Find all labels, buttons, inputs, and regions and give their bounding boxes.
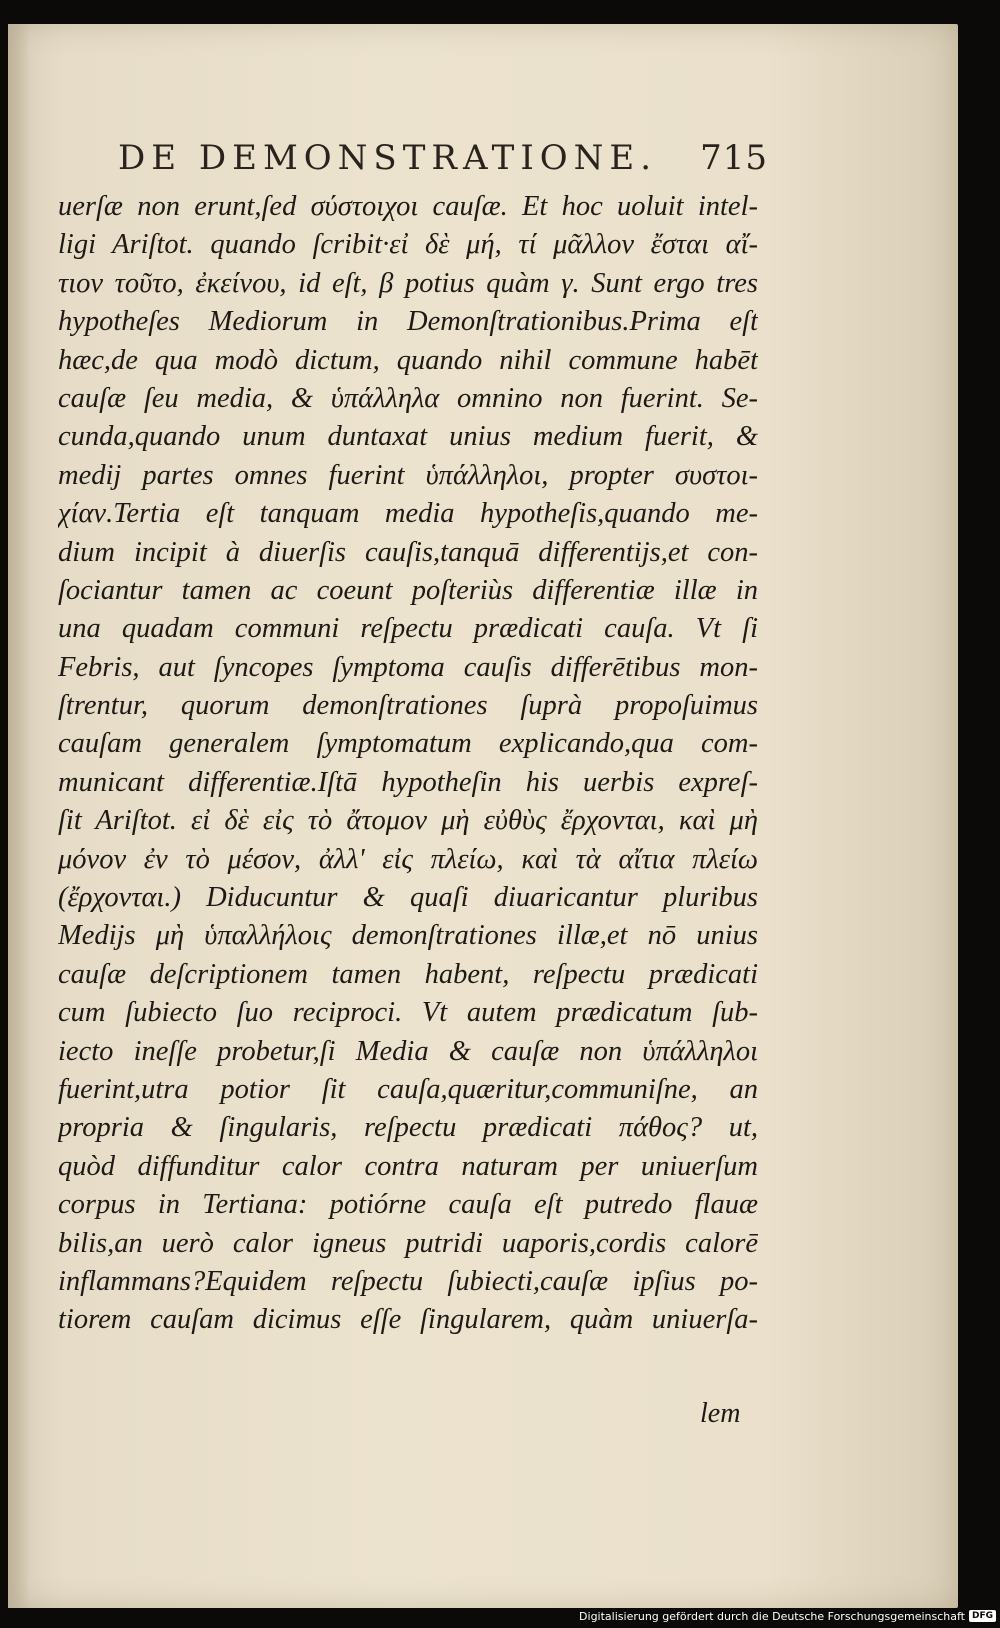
text-line: quòd diffunditur calor contra naturam per uniuerſum (58, 1150, 758, 1182)
text-line: τιον τοῦτο, ἐκείνου, id eſt, β potius quàm γ. Sunt ergo tres (58, 267, 758, 299)
text-line: tiorem cauſam dicimus eſſe ſingularem, quàm uniuerſa- (58, 1304, 758, 1336)
body-text (58, 188, 758, 1340)
text-line: ſit Ariſtot. εἰ δὲ εἰς τὸ ἄτομον μὴ εὐθὺς ἔρχονται, καὶ μὴ (58, 805, 758, 837)
text-line: propria & ſingularis, reſpectu prædicati πάθος? ut, (58, 1112, 758, 1144)
text-line: ſtrentur, quorum demonſtrationes ſuprà propoſuimus (58, 690, 758, 722)
page-gutter-shadow (8, 24, 30, 1608)
text-line: Medijs μὴ ὑπαλλήλοις demonſtrationes illæ,et nō unius (58, 920, 758, 952)
text-line: Febris, aut ſyncopes ſymptoma cauſis differētibus mon- (58, 651, 758, 683)
digitization-footer (579, 1606, 996, 1626)
text-line: hypotheſes Mediorum in Demonſtrationibus.Prima eſt (58, 306, 758, 338)
text-line: iecto ineſſe probetur,ſi Media & cauſæ non ὑπάλληλοι (58, 1035, 758, 1067)
text-line: cunda,quando unum duntaxat unius medium fuerit, & (58, 421, 758, 453)
text-line: municant differentiæ.Iſtā hypotheſin his uerbis expreſ- (58, 766, 758, 798)
running-head (118, 138, 768, 178)
text-line: cum ſubiecto ſuo reciproci. Vt autem prædicatum ſub- (58, 997, 758, 1029)
text-line: fuerint,utra potior ſit cauſa,quæritur,communiſne, an (58, 1073, 758, 1105)
footer-credit-text: Digitalisierung gefördert durch die Deutsche Forschungsgemeinschaft (579, 1609, 965, 1623)
text-line: cauſam generalem ſymptomatum explicando,qua com- (58, 728, 758, 760)
text-line: cauſæ deſcriptionem tamen habent, reſpectu prædicati (58, 958, 758, 990)
dfg-logo-icon: DFG (969, 1610, 996, 1622)
text-line: hæc,de qua modò dictum, quando nihil commune habēt (58, 344, 758, 376)
text-line: ligi Ariſtot. quando ſcribit·εἰ δὲ μή, τί μᾶλλον ἔσται αἴ- (58, 229, 758, 261)
text-line: χίαν.Tertia eſt tanquam media hypotheſis,quando me- (58, 498, 758, 530)
text-line: medij partes omnes fuerint ὑπάλληλοι, propter συστοι- (58, 459, 758, 491)
text-line: una quadam communi reſpectu prædicati cauſa. Vt ſi (58, 613, 758, 645)
text-line: inflammans?Equidem reſpectu ſubiecti,cauſæ ipſius po- (58, 1265, 758, 1297)
catchword: lem (700, 1398, 741, 1429)
text-line: bilis,an uerò calor igneus putridi uaporis,cordis calorē (58, 1227, 758, 1259)
running-head-title: DE DEMONSTRATIONE. (118, 138, 658, 178)
text-line: (ἔρχονται.) Diducuntur & quaſi diuaricantur pluribus (58, 882, 758, 914)
text-line: uerſæ non erunt,ſed σύστοιχοι cauſæ. Et hoc uoluit intel- (58, 191, 758, 222)
text-line: dium incipit à diuerſis cauſis,tanquā differentijs,et con- (58, 536, 758, 568)
text-line: corpus in Tertiana: potiórne cauſa eſt putredo flauæ (58, 1189, 758, 1221)
text-line: ſociantur tamen ac coeunt poſteriùs differentiæ illæ in (58, 574, 758, 606)
text-line: cauſæ ſeu media, & ὑπάλληλα omnino non fuerint. Se- (58, 382, 758, 414)
page-number: 715 (700, 138, 768, 178)
text-line: μόνον ἐν τὸ μέσον, ἀλλ' εἰς πλείω, καὶ τὰ αἴτια πλείω (58, 843, 758, 875)
